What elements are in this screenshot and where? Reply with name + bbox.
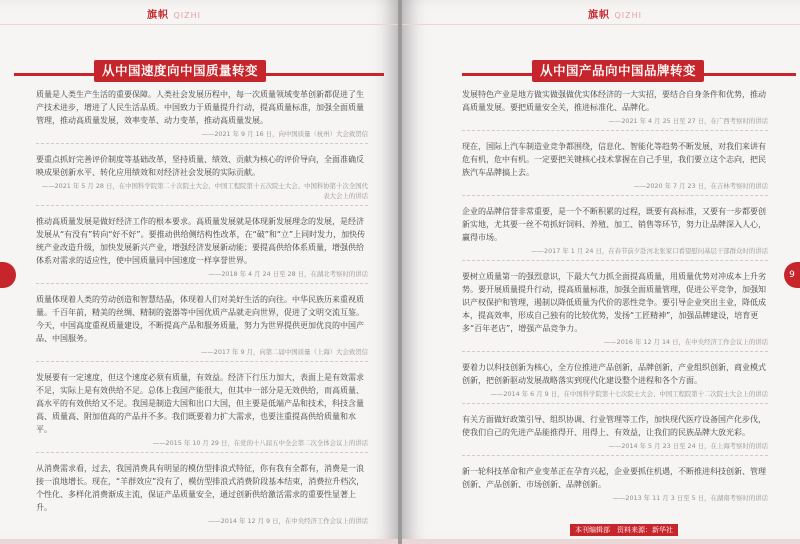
quote-text: 发展要有一定速度，但这个速度必须有质量，有效益。经济下行压力加大，表面上是有效需求不足，实际上是有效供给不足。总体上我国产能很大，但其中一部分是无效供给，而高质量、高水平的有效供给又不足。我国是制造大国和出口大国，但主要是低端产品和技术，科技含量高、质量高、附加值高的产品并不多。我们既要着力扩大需求，也要注重提高供给质量和水平。 xyxy=(36,373,364,434)
brand-logo xyxy=(147,6,201,21)
quote-source: ——2017 年 1 月 24 日，在春节前夕赴河北张家口看望慰问基层干部群众时的讲话 xyxy=(531,247,768,255)
brand-logo xyxy=(588,6,642,21)
quote-block xyxy=(462,361,768,405)
divider xyxy=(462,195,768,197)
quote-block xyxy=(462,465,768,503)
quote-block xyxy=(36,371,368,454)
brand-name: 旗帜 xyxy=(588,10,610,21)
quote-block xyxy=(462,270,768,353)
quote-text: 从消费需求看，过去，我国消费具有明显的模仿型排浪式特征，你有我有全都有，消费是一浪接一浪地增长。现在，“羊群效应”没有了，模仿型排浪式消费阶段基本结束，消费拉升档次，个性化、多样化消费渐成主流，保证产品质量安全，通过创新供给激活需求的重要性显著上升。 xyxy=(36,464,365,512)
prev-page-button[interactable] xyxy=(0,262,16,288)
quote-text: 质量是人类生产生活的重要保障。人类社会发展历程中，每一次质量领域变革创新都促进了生产技术进步，增进了人民生活品质。中国致力于质量提升行动，提高质量标准，加强全面质量管理，推动高质量发展，效率变革、动力变革，推动高质量发展。 xyxy=(36,90,364,125)
quote-text: 有关方面做好政策引导、组织协调、行业管理等工作，加快现代医疗设备国产化步伐，使我们自己的先进产品能推得开、用得上、有效益，让我们的民族品牌大放光彩。 xyxy=(462,415,766,437)
quote-block xyxy=(36,153,368,207)
quote-source: ——2014 年 6 月 9 日，在中国科学院第十七次院士大会、中国工程院第十二次院士大会上的讲话 xyxy=(490,390,768,398)
divider xyxy=(36,452,368,454)
quote-text: 发展特色产业是地方做实做强做优实体经济的一大实招，要结合自身条件和优势，推动高质量发展。要把质量安全关，推进标准化、品牌化。 xyxy=(462,90,766,112)
quote-source: ——2014 年 12 月 9 日，在中央经济工作会议上的讲话 xyxy=(207,517,368,525)
quote-block xyxy=(462,205,768,262)
quote-source: ——2021 年 9 月 16 日，向中国质量（杭州）大会致贺信 xyxy=(201,130,368,138)
quote-text: 企业的品牌信誉非常重要，是一个不断积累的过程，既要有高标准，又要有一步都要创新实地，尤其要一丝不苟抓好饲料、养殖、加工、销售等环节，努力让品牌深入人心，赢得市场。 xyxy=(462,207,766,242)
quote-source: ——2013 年 11 月 3 日至 5 日，在湖南考察时的讲话 xyxy=(612,494,768,502)
quote-text: 要重点抓好完善评价制度等基础改革，坚持质量、绩效、贡献为核心的评价导向，全面准确反映成果创新水平、转化应用绩效和对经济社会发展的实际贡献。 xyxy=(36,155,364,177)
quote-text: 质量体现着人类的劳动创造和智慧结晶，体现着人们对美好生活的向往。中华民族历来重视质量。千百年前，精美的丝绸、精制的瓷器等中国优质产品就走向世界，促进了文明交流互鉴。今天，中国高度重视质量建设，不断提高产品和服务质量，努力为世界提供更加优良的中国产品、中国服务。 xyxy=(36,295,364,343)
quote-source: ——2014 年 5 月 23 日至 24 日，在上海考察时的讲话 xyxy=(608,442,768,450)
quote-text: 要着力以科技创新为核心，全方位推进产品创新，品牌创新，产业组织创新，商业模式创新，把创新驱动发展战略落实到现代化建设整个进程和各个方面。 xyxy=(462,363,766,385)
left-quote-list xyxy=(36,88,368,526)
quote-block xyxy=(36,293,368,363)
divider xyxy=(36,143,368,145)
quote-source: ——2017 年 9 月，向第二届中国质量（上海）大会致贺信 xyxy=(200,348,368,356)
page-footer-stripe xyxy=(402,539,800,544)
quote-text: 新一轮科技革命和产业变革正在孕育兴起，企业要抓住机遇，不断推进科技创新、管理创新、产品创新、市场创新、品牌创新。 xyxy=(462,467,766,489)
right-section-heading xyxy=(462,60,796,82)
quote-source: ——2021 年 4 月 25 日至 27 日，在广西考察时的讲话 xyxy=(608,117,768,125)
header-rule xyxy=(402,24,800,25)
divider xyxy=(36,361,368,363)
quote-source: ——2021 年 5 月 28 日，在中国科学院第二十次院士大会、中国工程院第十五次院士大会、中国科协第十次全国代表大会上的讲话 xyxy=(41,182,368,200)
divider xyxy=(36,283,368,285)
quote-text: 现在，国际上汽车制造业竞争都围绕，信息化、智能化等趋势不断发展，对我们来讲有危有机，危中有机。一定要把关键核心技术掌握在自己手里，我们要立这个志向，把民族汽车品牌搞上去。 xyxy=(462,142,766,177)
quote-text: 要树立质量第一的强烈意识，下最大气力抓全面提高质量，用质量优势对冲成本上升劣势。要开展质量提升行动，提高质量标准，加强全面质量管理，促进公平竞争，加强知识产权保护和管理，遏制以降低质量为代价的恶性竞争。要引导企业突出主业，降低成本，提高效率，形成自己独有的比较优势，发扬“工匠精神”，加强品牌建设，培育更多“百年老店”，增强产品竞争力。 xyxy=(462,272,766,333)
divider xyxy=(462,351,768,353)
brand-suffix: QIZHI xyxy=(173,11,201,20)
quote-block xyxy=(36,88,368,145)
left-section-heading xyxy=(14,60,384,82)
divider xyxy=(462,130,768,132)
right-quote-list xyxy=(462,88,768,503)
right-section-title: 从中国产品向中国品牌转变 xyxy=(532,60,704,82)
page-footer-stripe xyxy=(0,539,398,544)
quote-block xyxy=(36,215,368,285)
brand-name: 旗帜 xyxy=(147,10,169,21)
left-section-title: 从中国速度向中国质量转变 xyxy=(94,60,266,82)
quote-source: ——2015 年 10 月 29 日，在党的十八届五中全会第二次全体会议上的讲话 xyxy=(152,439,368,447)
quote-source: ——2018 年 4 月 24 日至 28 日，在湖北考察时的讲话 xyxy=(208,270,368,278)
divider xyxy=(462,455,768,457)
divider xyxy=(462,260,768,262)
quote-text: 推动高质量发展是做好经济工作的根本要求。高质量发展就是体现新发展理念的发展，是经济发展从“有没有”转向“好不好”。要推动供给侧结构性改革，在“破”和“立”上同时发力，加快传统产业改造升级，加快发展新兴产业，增强经济发展新动能；要提高供给体系质量，增强供给体系对需求的适应性，使中国质量同中国速度一样享誉世界。 xyxy=(36,217,366,265)
quote-source: ——2020 年 7 月 23 日，在吉林考察时的讲话 xyxy=(633,182,768,190)
quote-block xyxy=(462,413,768,457)
left-page xyxy=(0,0,398,544)
quote-block xyxy=(462,140,768,197)
next-page-button[interactable]: 9 xyxy=(784,262,800,288)
divider xyxy=(462,403,768,405)
quote-source: ——2016 年 12 月 14 日，在中央经济工作会议上的讲话 xyxy=(603,338,768,346)
right-page xyxy=(402,0,800,544)
source-credit: 本刊编辑部 资料来源：新华社 xyxy=(570,524,678,536)
divider xyxy=(36,205,368,207)
quote-block xyxy=(36,462,368,526)
header-rule xyxy=(0,24,398,25)
brand-suffix: QIZHI xyxy=(614,11,642,20)
quote-block xyxy=(462,88,768,132)
